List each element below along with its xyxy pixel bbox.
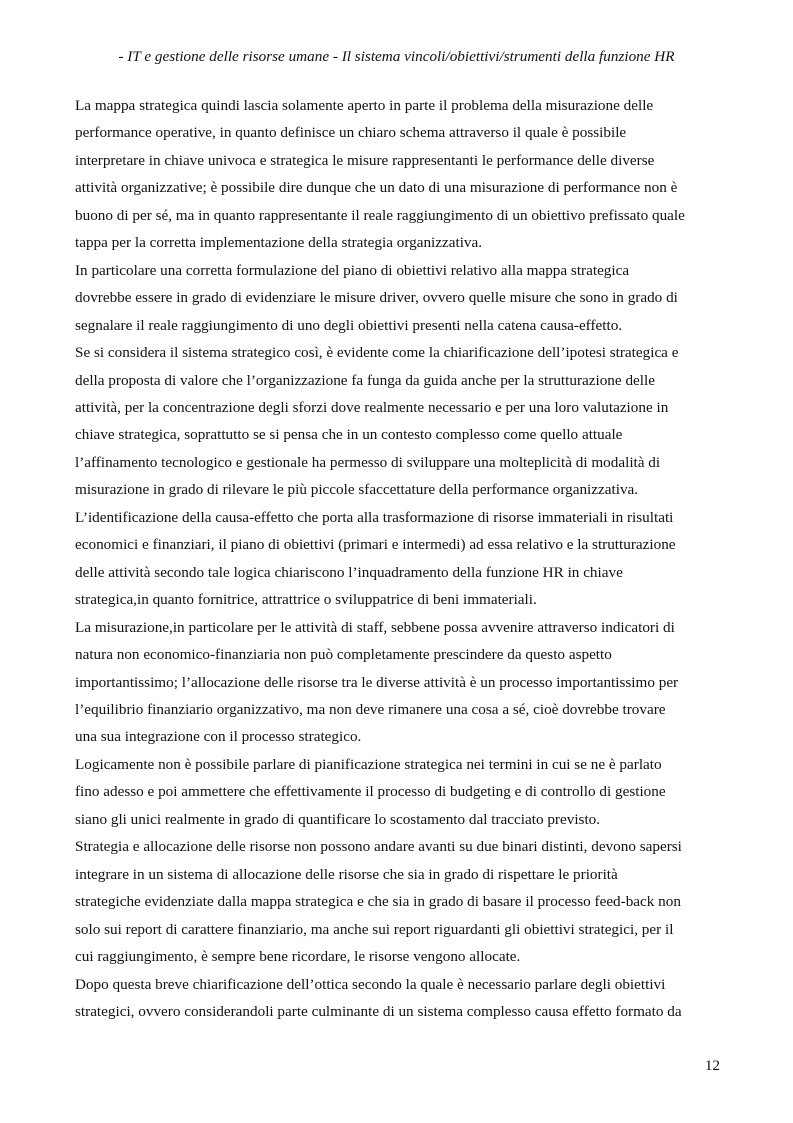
text-line: l’equilibrio finanziario organizzativo, ma non deve rimanere una cosa a sé, cioè dovrebbe trovare bbox=[75, 700, 666, 718]
text-line: attività organizzative; è possibile dire dunque che un dato di una misurazione di performance non è bbox=[75, 179, 678, 197]
paragraph-4 bbox=[75, 504, 725, 614]
text-line: l’affinamento tecnologico e gestionale ha permesso di sviluppare una molteplicità di modalità di bbox=[75, 453, 661, 471]
text-line: cui raggiungimento, è sempre bene ricordare, le risorse vengono allocate. bbox=[75, 948, 521, 966]
paragraph-5 bbox=[75, 614, 725, 751]
text-line: dovrebbe essere in grado di evidenziare le misure driver, ovvero quelle misure che sono in grado di bbox=[75, 289, 678, 307]
paragraph-1 bbox=[75, 92, 725, 257]
paragraph-8 bbox=[75, 971, 725, 1026]
paragraph-3 bbox=[75, 339, 725, 504]
body-text bbox=[75, 92, 725, 1025]
text-line: Dopo questa breve chiarificazione dell’ottica secondo la quale è necessario parlare degli obiettivi bbox=[75, 975, 666, 993]
text-line: economici e finanziari, il piano di obiettivi (primari e intermedi) ad essa relativo e la strutturazione bbox=[75, 536, 676, 554]
text-line: La misurazione,in particolare per le attività di staff, sebbene possa avvenire attraverso indicatori di bbox=[75, 618, 675, 636]
text-line: segnalare il reale raggiungimento di uno degli obiettivi presenti nella catena causa-effetto. bbox=[75, 316, 623, 334]
text-line: In particolare una corretta formulazione del piano di obiettivi relativo alla mappa strategica bbox=[75, 261, 630, 279]
text-line: delle attività secondo tale logica chiariscono l’inquadramento della funzione HR in chiave bbox=[75, 563, 623, 581]
text-line: importantissimo; l’allocazione delle risorse tra le diverse attività è un processo importantissimo per bbox=[75, 673, 679, 691]
text-line: interpretare in chiave univoca e strategica le misure rappresentanti le performance delle diverse bbox=[75, 151, 655, 169]
text-line: fino adesso e poi ammettere che effettivamente il processo di budgeting e di controllo di gestione bbox=[75, 783, 666, 801]
paragraph-7 bbox=[75, 833, 725, 970]
text-line: strategiche evidenziate dalla mappa strategica e che sia in grado di basare il processo feed-back non bbox=[75, 893, 681, 911]
text-line: performance operative, in quanto definisce un chiaro schema attraverso il quale è possibile bbox=[75, 124, 627, 142]
text-line: attività, per la concentrazione degli sforzi dove realmente necessario e per una loro valutazione in bbox=[75, 398, 669, 416]
running-header: - IT e gestione delle risorse umane - Il sistema vincoli/obiettivi/strumenti della funzione HR bbox=[118, 48, 675, 65]
text-line: solo sui report di carattere finanziario, ma anche sui report riguardanti gli obiettivi strategici, per il bbox=[75, 920, 674, 938]
text-line: siano gli unici realmente in grado di quantificare lo scostamento dal tracciato previsto. bbox=[75, 810, 601, 828]
paragraph-6 bbox=[75, 751, 725, 833]
text-line: integrare in un sistema di allocazione delle risorse che sia in grado di rispettare le priorità bbox=[75, 865, 618, 883]
text-line: della proposta di valore che l’organizzazione fa funga da guida anche per la strutturazione delle bbox=[75, 371, 655, 389]
text-line: buono di per sé, ma in quanto rappresentante il reale raggiungimento di un obiettivo prefissato quale bbox=[75, 206, 685, 224]
page-number: 12 bbox=[704, 1057, 720, 1074]
text-line: misurazione in grado di rilevare le più piccole sfaccettature della performance organizzativa. bbox=[75, 481, 639, 499]
text-line: tappa per la corretta implementazione della strategia organizzativa. bbox=[75, 234, 483, 252]
text-line: L’identificazione della causa-effetto che porta alla trasformazione di risorse immateriali in risultati bbox=[75, 508, 674, 526]
text-line: Strategia e allocazione delle risorse non possono andare avanti su due binari distinti, devono sapersi bbox=[75, 838, 682, 856]
text-line: natura non economico-finanziaria non può completamente prescindere da questo aspetto bbox=[75, 646, 612, 664]
text-line: Logicamente non è possibile parlare di pianificazione strategica nei termini in cui se ne è parlato bbox=[75, 755, 662, 773]
text-line: una sua integrazione con il processo strategico. bbox=[75, 728, 362, 746]
text-line: chiave strategica, soprattutto se si pensa che in un contesto complesso come quello attuale bbox=[75, 426, 623, 444]
paragraph-2 bbox=[75, 257, 725, 339]
text-line: La mappa strategica quindi lascia solamente aperto in parte il problema della misurazione delle bbox=[75, 97, 654, 114]
text-line: strategica,in quanto fornitrice, attrattrice o sviluppatrice di beni immateriali. bbox=[75, 591, 537, 609]
text-line: strategici, ovvero considerandoli parte culminante di un sistema complesso causa effetto formato da bbox=[75, 1002, 682, 1020]
text-line: Se si considera il sistema strategico così, è evidente come la chiarificazione dell’ipotesi strategica e bbox=[75, 344, 679, 362]
